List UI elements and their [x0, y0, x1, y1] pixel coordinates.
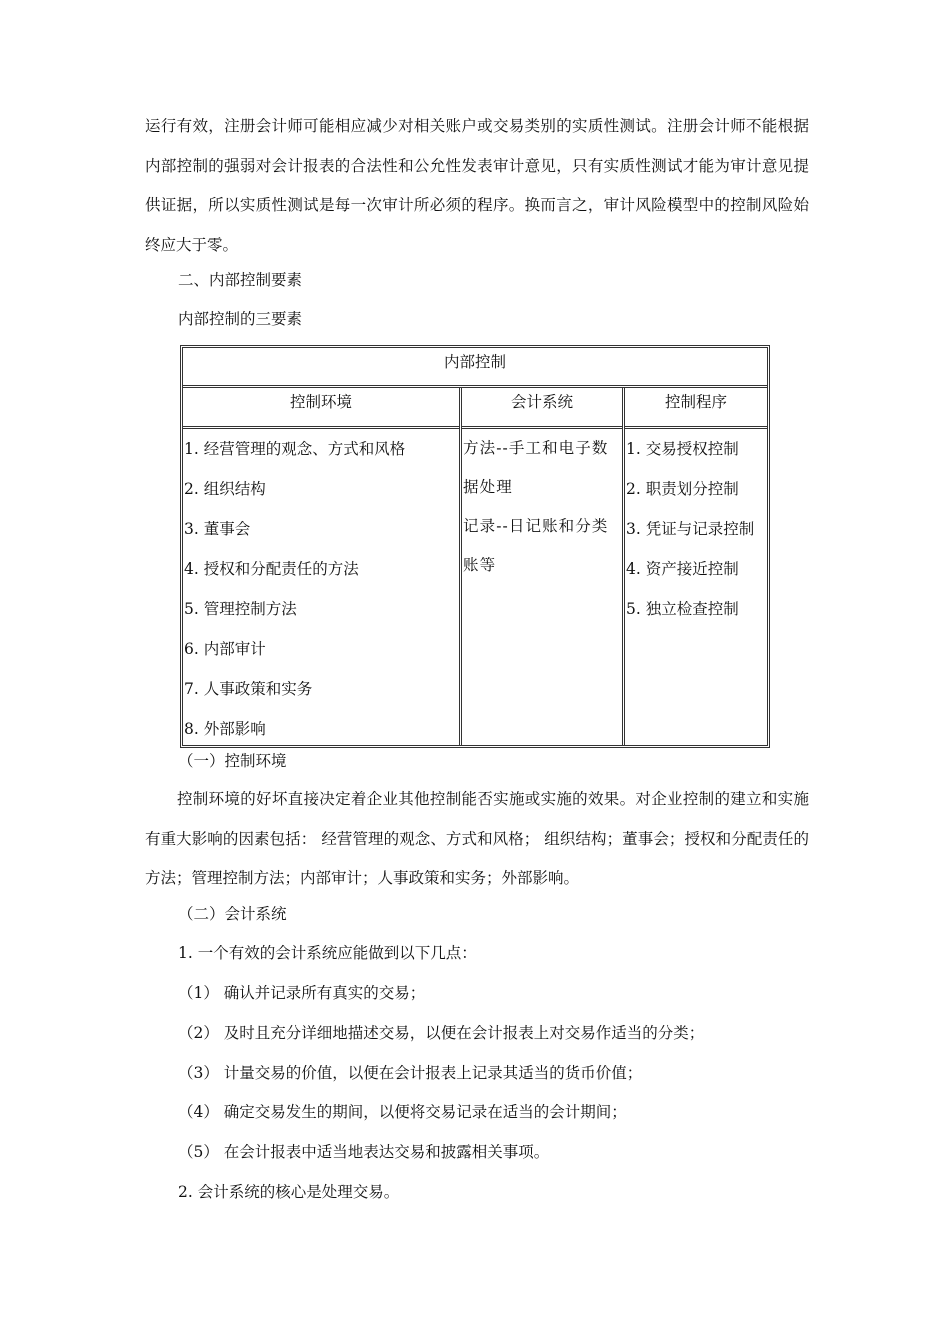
- sub1-paragraph: 控制环境的好坏直接决定着企业其他控制能否实施或实施的效果。对企业控制的建立和实施有重大影响的因素包括： 经营管理的观念、方式和风格； 组织结构；董事会；授权和分配责任的方法；管理控制方法；内部审计；人事政策和实务；外部影响。: [145, 790, 809, 887]
- table-caption: 内部控制的三要素: [178, 310, 303, 328]
- list-item: 5. 独立检查控制: [626, 600, 739, 618]
- list-item: 1. 交易授权控制: [626, 440, 739, 458]
- section-heading: 二、内部控制要素: [178, 271, 303, 289]
- table-title-row: [183, 348, 767, 388]
- list-item: （1） 确认并记录所有真实的交易；: [178, 984, 426, 1002]
- list-item: 3. 凭证与记录控制: [626, 520, 755, 538]
- list-item: （5） 在会计报表中适当地表达交易和披露相关事项。: [178, 1143, 550, 1161]
- list-item: （3） 计量交易的价值，以便在会计报表上记录其适当的货币价值；: [178, 1064, 643, 1082]
- column-accounting-system: [462, 388, 625, 745]
- column-header: 控制环境: [183, 388, 459, 429]
- list-item: 5. 管理控制方法: [184, 600, 297, 618]
- point1: 1. 一个有效的会计系统应能做到以下几点：: [178, 944, 477, 962]
- list-item: 4. 授权和分配责任的方法: [184, 560, 359, 578]
- list-item: 2. 职责划分控制: [626, 480, 739, 498]
- column-control-procedures: [625, 388, 767, 745]
- list-item: 1. 经营管理的观念、方式和风格: [184, 440, 406, 458]
- table-title: 内部控制: [443, 353, 506, 371]
- list-item: 2. 组织结构: [184, 480, 266, 498]
- list-item: （2） 及时且充分详细地描述交易，以便在会计报表上对交易作适当的分类；: [178, 1024, 705, 1042]
- sub1-heading: （一）控制环境: [178, 752, 287, 770]
- list-item: 8. 外部影响: [184, 720, 266, 738]
- list-item: （4） 确定交易发生的期间，以便将交易记录在适当的会计期间；: [178, 1103, 627, 1121]
- list-item: 3. 董事会: [184, 520, 251, 538]
- list-item: 7. 人事政策和实务: [184, 680, 313, 698]
- column-header: 会计系统: [462, 388, 622, 429]
- column-control-environment: [183, 388, 462, 745]
- list-item: 方法--手工和电子数据处理: [463, 439, 609, 496]
- list-item: 记录--日记账和分类账等: [463, 517, 609, 574]
- column-header: 控制程序: [625, 388, 767, 429]
- sub2-heading: （二）会计系统: [178, 905, 287, 923]
- intro-paragraph: 运行有效，注册会计师可能相应减少对相关账户或交易类别的实质性测试。注册会计师不能根据内部控制的强弱对会计报表的合法性和公允性发表审计意见，只有实质性测试才能为审计意见提供证据，所以实质性测试是每一次审计所必须的程序。换而言之，审计风险模型中的控制风险始终应大于零。: [145, 117, 809, 254]
- list-item: 6. 内部审计: [184, 640, 266, 658]
- point2: 2. 会计系统的核心是处理交易。: [178, 1183, 400, 1201]
- list-item: 4. 资产接近控制: [626, 560, 739, 578]
- internal-control-table: [180, 345, 770, 748]
